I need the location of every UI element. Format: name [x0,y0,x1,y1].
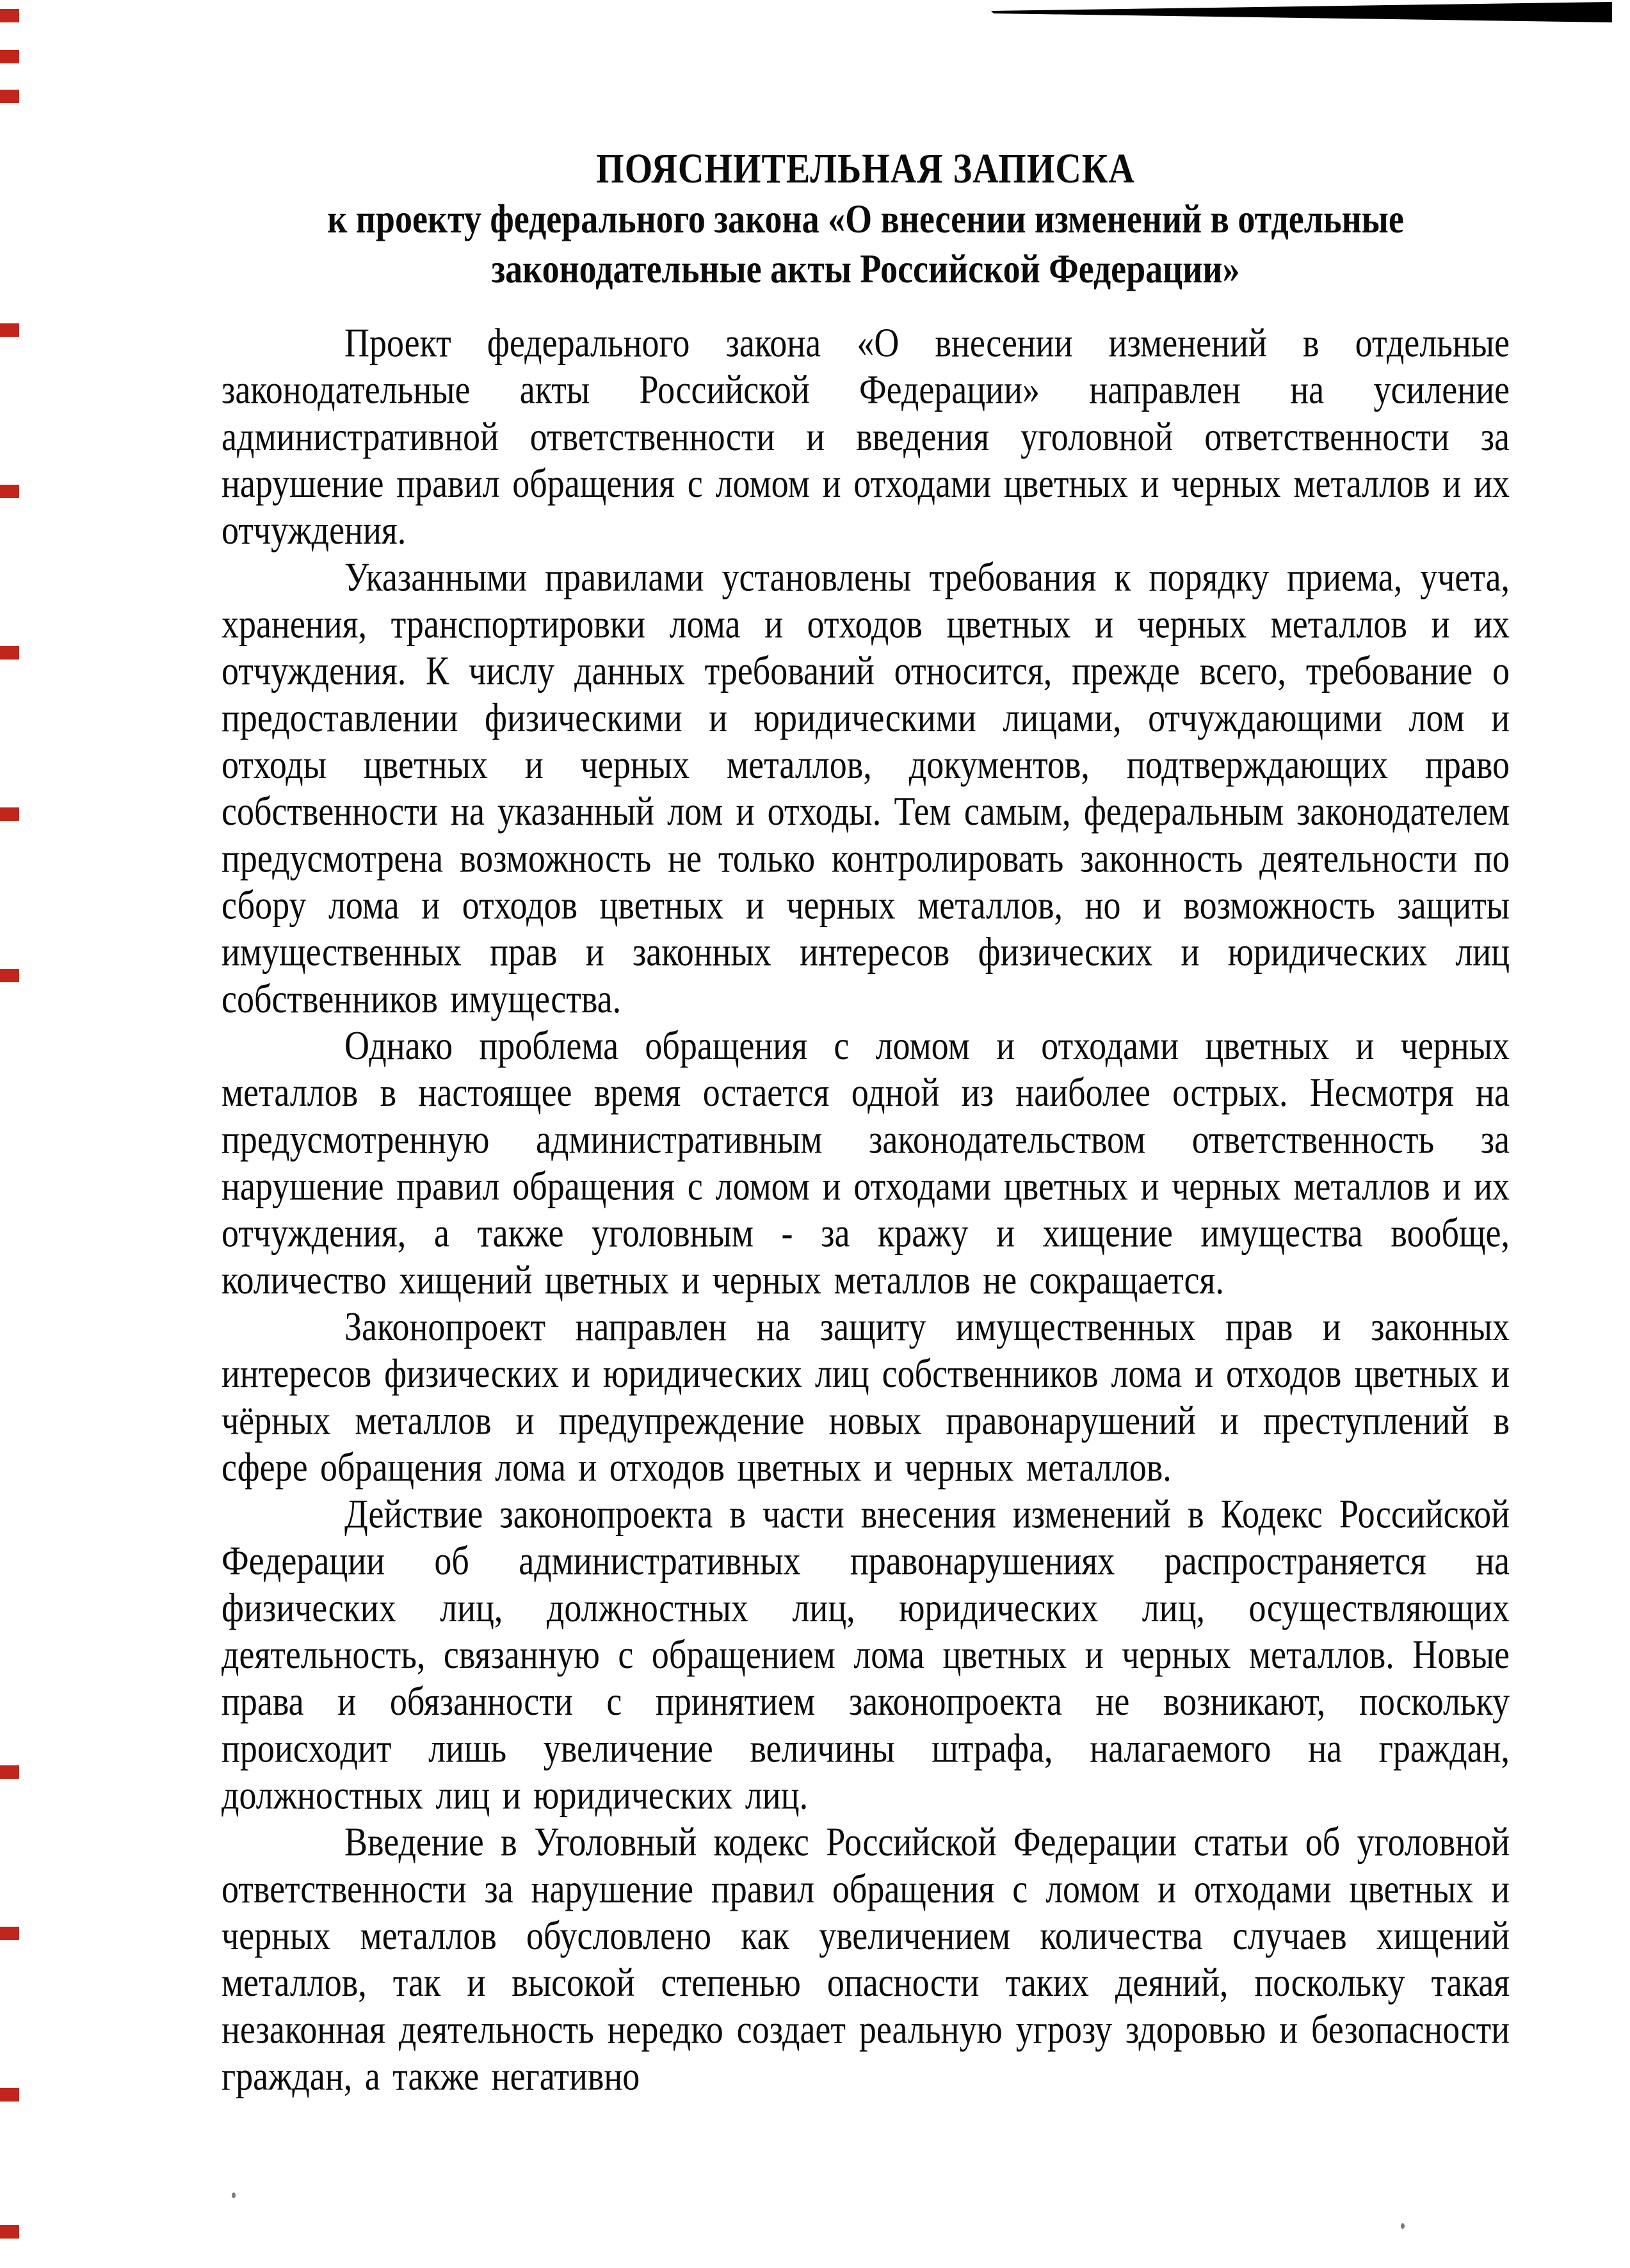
paragraph: Однако проблема обращения с ломом и отходами цветных и черных металлов в настоящее время остается одной из наиболее острых. Несмотря на предусмотренную административным законодательством ответственность за нарушение правил обращения с ломом и отходами цветных и черных металлов и их отчуждения, а также уголовным - за кражу и хищение имущества вообще, количество хищений цветных и черных металлов не сокращается. [222,1023,1510,1302]
paragraph: Законопроект направлен на защиту имущественных прав и законных интересов физических и юридических лиц собственников лома и отходов цветных и чёрных металлов и предупреждение новых правонарушений и преступлений в сфере обращения лома и отходов цветных и черных металлов. [222,1304,1510,1490]
scan-edge-mark [0,969,19,982]
document-title: ПОЯСНИТЕЛЬНАЯ ЗАПИСКА [596,145,1135,193]
paragraph: Введение в Уголовный кодекс Российской Федерации статьи об уголовной ответственности за нарушение правил обращения с ломом и отходами цветных и черных металлов обусловлено как увеличением количества случаев хищений металлов, так и высокой степенью опасности таких деяний, поскольку такая незаконная деятельность нередко создает реальную угрозу здоровью и безопасности граждан, а также негативно [222,1819,1510,2099]
scan-edge-mark [0,323,19,337]
scan-bar-artifact [0,0,1630,38]
scan-edge-mark [0,2088,19,2102]
scan-edge-mark [0,2225,19,2239]
scan-edge-mark [0,1765,19,1779]
scan-speck [232,2192,236,2198]
scan-bar-shape [991,2,1612,22]
scan-edge-mark [0,50,19,63]
document-subtitle: к проекту федерального закона «О внесении изменений в отдельные законодательные акты Российской Федерации» [327,196,1404,292]
scan-edge-mark [0,90,19,103]
text-column [222,144,1510,2100]
scan-edge-mark [0,485,19,498]
scan-speck [1401,2223,1405,2229]
scan-edge-mark [0,646,19,660]
paragraph: Указанными правилами установлены требования к порядку приема, учета, хранения, транспортировки лома и отходов цветных и черных металлов и их отчуждения. К числу данных требований относится, прежде всего, требование о предоставлении физическими и юридическими лицами, отчуждающими лом и отходы цветных и черных металлов, документов, подтверждающих право собственности на указанный лом и отходы. Тем самым, федеральным законодателем предусмотрена возможность не только контролировать законность деятельности по сбору лома и отходов цветных и черных металлов, но и возможность защиты имущественных прав и законных интересов физических и юридических лиц собственников имущества. [222,554,1510,1021]
scan-edge-mark [0,807,19,821]
paragraph: Действие законопроекта в части внесения изменений в Кодекс Российской Федерации об административных правонарушениях распространяется на физических лиц, должностных лиц, юридических лиц, осуществляющих деятельность, связанную с обращением лома цветных и черных металлов. Новые права и обязанности с принятием законопроекта не возникают, поскольку происходит лишь увеличение величины штрафа, налагаемого на граждан, должностных лиц и юридических лиц. [222,1491,1510,1818]
scan-edge-mark [0,1927,19,1940]
scan-edge-mark [0,9,19,22]
paragraph: Проект федерального закона «О внесении изменений в отдельные законодательные акты Российской Федерации» направлен на усиление административной ответственности и введения уголовной ответственности за нарушение правил обращения с ломом и отходами цветных и черных металлов и их отчуждения. [222,320,1510,553]
document-body [222,320,1510,2100]
